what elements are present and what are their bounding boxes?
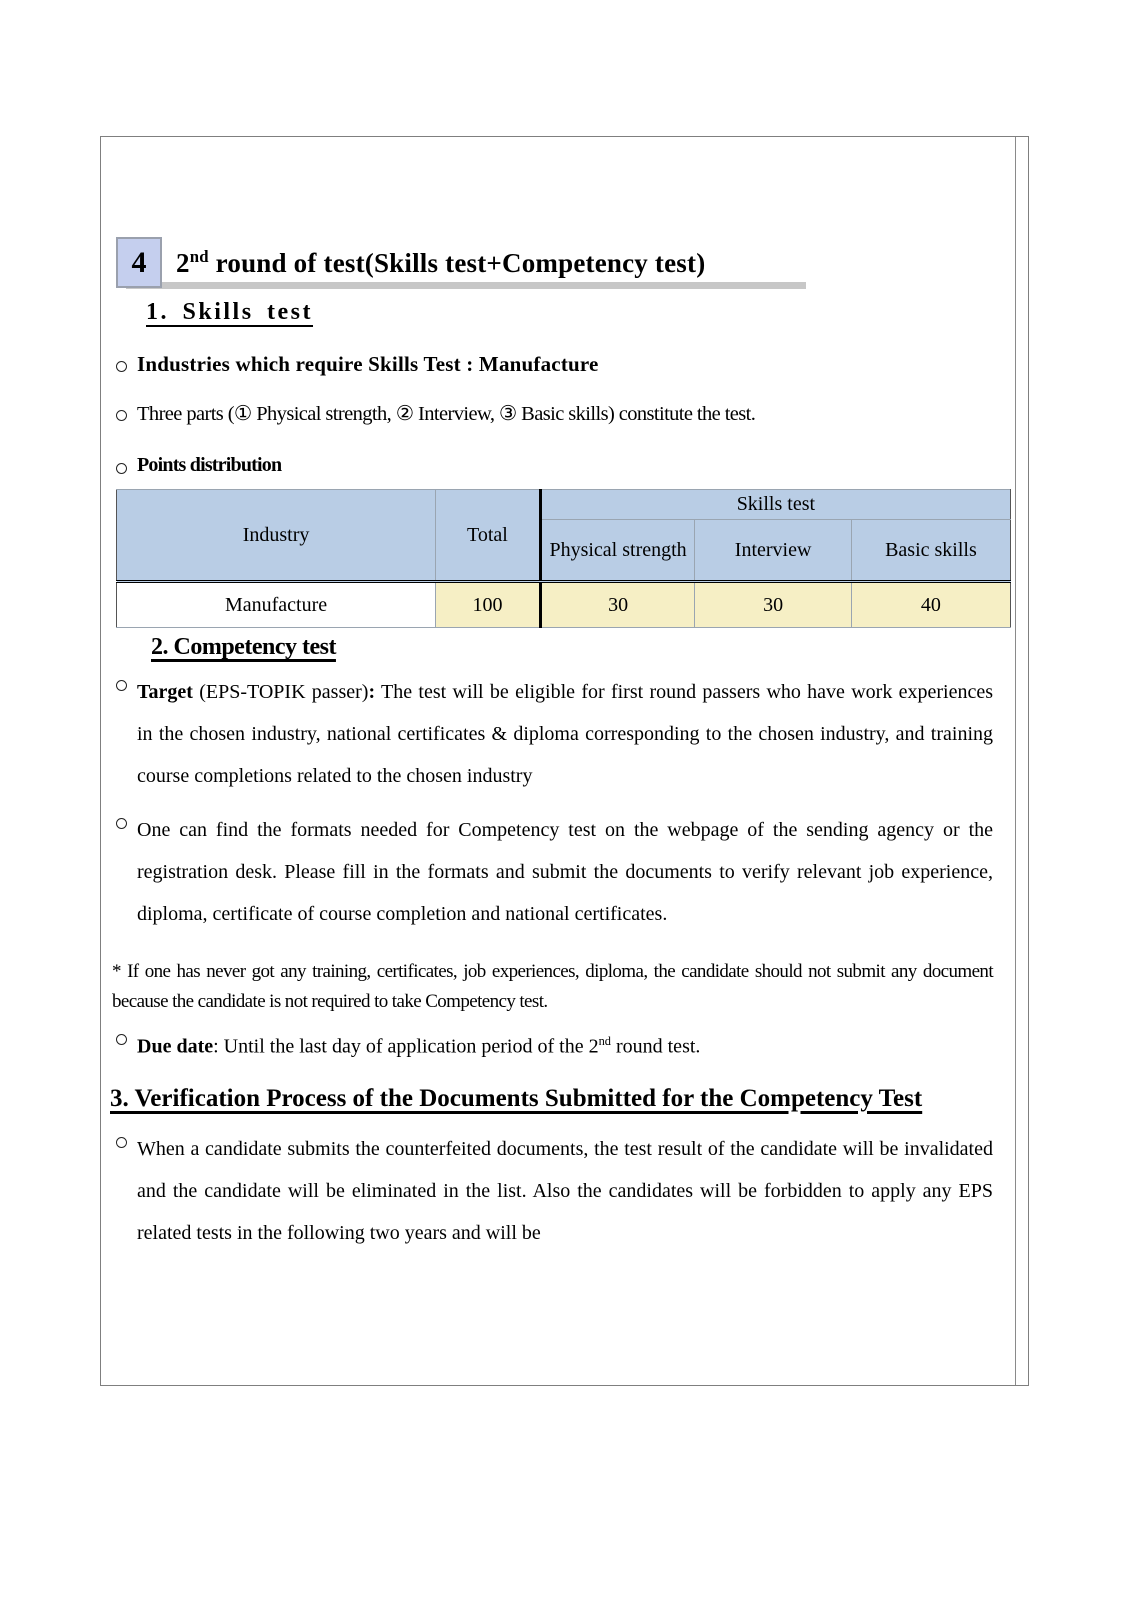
col-header-industry: Industry	[117, 490, 436, 582]
target-paren: (EPS-TOPIK passer)	[192, 681, 369, 703]
bullet-three-parts-text: Three parts (① Physical strength, ② Interview, ③ Basic skills) constitute the test.	[137, 403, 756, 425]
due-date-pre: : Until the last day of application period of the 2	[213, 1035, 599, 1058]
cell-basic: 40	[851, 582, 1010, 628]
bullet-industries-text: Industries which require Skills Test : Manufacture	[137, 352, 599, 376]
bullet-circle-icon	[116, 1025, 137, 1045]
table-row-manufacture	[117, 582, 1011, 628]
bullet-due-date-text	[137, 1025, 993, 1063]
bullet-formats	[116, 809, 993, 935]
section-title	[176, 247, 705, 279]
bullet-target-text	[137, 671, 993, 797]
col-header-total: Total	[436, 490, 541, 582]
competency-test-heading: 2. Competency test	[151, 634, 336, 660]
due-date-label: Due date	[137, 1035, 214, 1058]
section-title-pre: 2	[176, 247, 190, 278]
due-date-post: round test.	[610, 1035, 701, 1058]
target-colon: :	[368, 681, 376, 703]
bullet-points-distribution	[116, 454, 993, 477]
section-banner	[116, 237, 993, 288]
document-content	[101, 137, 1016, 1385]
cell-total: 100	[436, 582, 541, 628]
target-body: The test will be eligible for first round passers who have work experiences in the chosen industry, national certificates & diploma corresponding to the chosen industry, and training course completions related to the chosen industry	[137, 681, 993, 787]
section-title-post: round of test(Skills test+Competency test)	[208, 247, 706, 278]
verification-para-text: When a candidate submits the counterfeited documents, the test result of the candidate will be invalidated and the candidate will be eliminated in the list. Also the candidates will be forbidden to apply any EPS related tests in the following two years and will be	[137, 1137, 993, 1244]
col-header-skills-test: Skills test	[540, 490, 1010, 520]
bullet-circle-icon	[116, 401, 137, 421]
verification-heading: 3. Verification Process of the Documents Submitted for the Competency Test	[110, 1084, 923, 1112]
bullet-target	[116, 671, 993, 797]
section-number-box	[116, 237, 162, 288]
bullet-points-text: Points distribution	[137, 454, 282, 476]
col-header-basic-skills: Basic skills	[851, 520, 1010, 582]
document-page	[100, 136, 1029, 1386]
bullet-circle-icon	[116, 352, 137, 372]
due-date-sup: nd	[598, 1034, 611, 1048]
col-header-interview: Interview	[695, 520, 851, 582]
col-header-physical-strength: Physical strength	[540, 520, 695, 582]
bullet-circle-icon	[116, 809, 137, 829]
cell-physical: 30	[540, 582, 695, 628]
bullet-industries	[116, 352, 993, 377]
points-distribution-table	[116, 489, 1011, 628]
cell-interview: 30	[695, 582, 851, 628]
skills-test-heading: 1. Skills test	[146, 299, 314, 325]
page-edge-strip	[1016, 137, 1028, 1385]
bullet-circle-icon	[116, 671, 137, 691]
target-label: Target	[137, 681, 193, 703]
section-number: 4	[131, 245, 147, 279]
no-documents-note: * If one has never got any training, certificates, job experiences, diploma, the candidate should not submit any document because the candidate is not required to take Competency test.	[112, 961, 993, 1012]
bullet-due-date	[116, 1025, 993, 1063]
bullet-verification-para	[116, 1128, 993, 1254]
bullet-circle-icon	[116, 454, 137, 474]
cell-industry: Manufacture	[117, 582, 436, 628]
bullet-three-parts	[116, 401, 993, 426]
section-title-sup: nd	[189, 246, 209, 266]
bullet-formats-text: One can find the formats needed for Competency test on the webpage of the sending agency or the registration desk. Please fill in the formats and submit the documents to verify relevant job experience, diploma, certificate of course completion and national certificates.	[137, 819, 993, 925]
bullet-circle-icon	[116, 1128, 137, 1148]
